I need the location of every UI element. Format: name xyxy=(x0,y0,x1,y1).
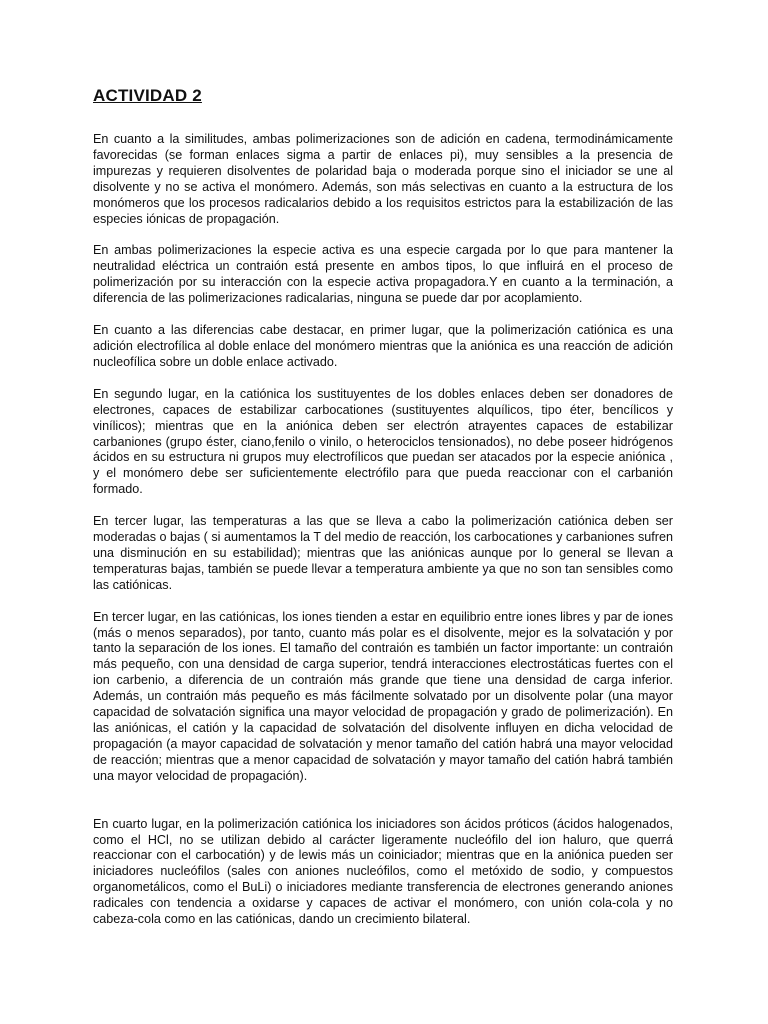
paragraph-especie-activa: En ambas polimerizaciones la especie activa es una especie cargada por lo que para mantener la neutralidad eléctrica un contraión está presente en ambos tipos, lo que influirá en el proceso de polimerización por su interacción con la especie activa propagadora.Y en cuanto a la terminación, a diferencia de las polimerizaciones radicalarias, ninguna se puede dar por acoplamiento. xyxy=(93,243,673,306)
paragraph-diferencias: En cuanto a las diferencias cabe destacar, en primer lugar, que la polimerización catiónica es una adición electrofílica al doble enlace del monómero mientras que la aniónica es una reacción de adición nucleofílica sobre un doble enlace activado. xyxy=(93,323,673,369)
paragraph-tercer-lugar-iones: En tercer lugar, en las catiónicas, los iones tienden a estar en equilibrio entre iones libres y par de iones (más o menos separados), por tanto, cuanto más polar es el disolvente, mejor es la solvatación y por tanto la separación de los iones. El tamaño del contraión es también un factor importante: un contraión más pequeño, con una densidad de carga superior, tendrá interacciones electrostáticas fuertes con el ion carbenio, a diferencia de un contraión más grande que tiene una densidad de carga inferior. Además, un contraión más pequeño es más fácilmente solvatado por un disolvente polar (una mayor capacidad de solvatación significa una mayor velocidad de propagación y grado de polimerización). En las aniónicas, el catión y la capacidad de solvatación del disolvente influyen en dicha velocidad de propagación (a mayor capacidad de solvatación y menor tamaño del catión habrá una mayor velocidad de reacción; mientras que a menor capacidad de solvatación y mayor tamaño del catión habrá también una mayor velocidad de propagación). xyxy=(93,609,673,783)
document-title: ACTIVIDAD 2 xyxy=(93,86,202,105)
paragraph-segundo-lugar: En segundo lugar, en la catiónica los sustituyentes de los dobles enlaces deben ser donadores de electrones, capaces de estabilizar carbocationes (sustituyentes alquílicos, tipo éter, bencílicos y vinílicos); mientras que en la aniónica deben ser electrón atrayentes capaces de estabilizar carbaniones (grupo éster, ciano,fenilo o vinilo, o heterociclos tensionados), no debe poseer hidrógenos ácidos en su estructura ni grupos muy electrofílicos que puedan ser atacados por la especie aniónica , y el monómero debe ser suficientemente electrófilo para que pueda reaccionar con el carbanión formado. xyxy=(93,386,673,497)
paragraph-tercer-lugar-temperaturas: En tercer lugar, las temperaturas a las que se lleva a cabo la polimerización catiónica deben ser moderadas o bajas ( si aumentamos la T del medio de reacción, los carbocationes y carbaniones sufren una disminución en su estabilidad); mientras que las aniónicas aunque por lo general se llevan a temperaturas bajas, también se puede llevar a temperatura ambiente ya que no son tan sensibles como las catiónicas. xyxy=(93,514,673,592)
paragraph-cuarto-lugar: En cuarto lugar, en la polimerización catiónica los iniciadores son ácidos próticos (ácidos halogenados, como el HCl, no se utilizan debido al carácter ligeramente nucleófilo del ion haluro, que querrá reaccionar con el carbocatión) y de lewis más un coiniciador; mientras que en la aniónica pueden ser iniciadores nucleófilos (sales con aniones nucleófilos, como el metóxido de sodio, y compuestos organometálicos, como el BuLi) o iniciadores mediante transferencia de electrones generando aniones radicales con tendencia a oxidarse y capaces de activar el monómero, con unión cola-cola y no cabeza-cola como en las catiónicas, dando un crecimiento bilateral. xyxy=(93,816,673,927)
paragraph-similitudes: En cuanto a la similitudes, ambas polimerizaciones son de adición en cadena, termodinámicamente favorecidas (se forman enlaces sigma a partir de enlaces pi), muy sensibles a la presencia de impurezas y requieren disolventes de polaridad baja o moderada porque sino el iniciador se une al disolvente y no se activa el monómero. Además, son más selectivas en cuanto a la estructura de los monómeros que los procesos radicalarios debido a los requisitos estrictos para la estabilización de las especies iónicas de propagación. xyxy=(93,132,673,226)
document-page xyxy=(93,86,673,944)
